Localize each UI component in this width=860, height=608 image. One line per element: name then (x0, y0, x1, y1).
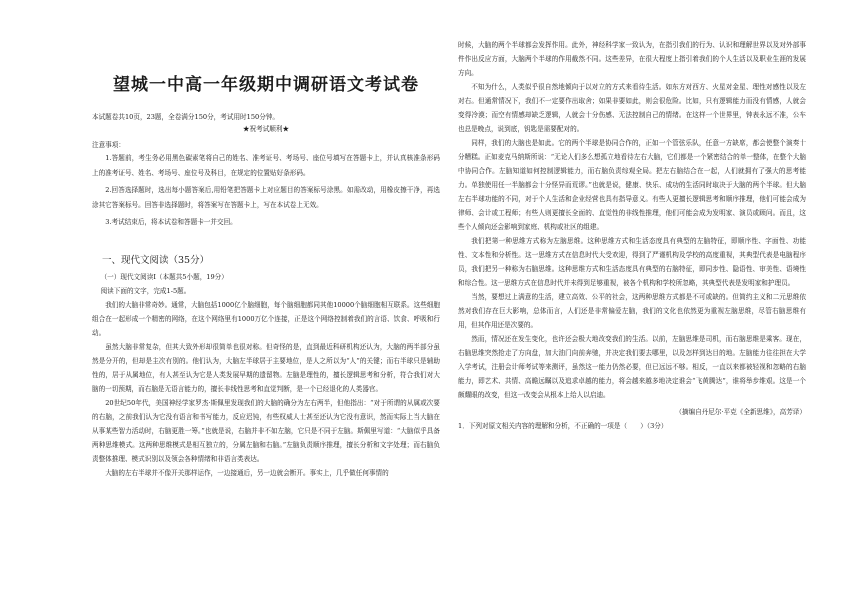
reading-instruction: 阅读下面的文字，完成1-5题。 (100, 286, 191, 295)
right-column (458, 0, 806, 608)
section-heading: 一、现代文阅读（35分） (102, 254, 210, 266)
article-paragraph: 不知为什么，人类似乎很自然地倾向于以对立的方式来看待生活。如东方对西方、火星对金星、理性对感性以及左对右。但通常情况下，我们不一定要作出取舍；如果非要如此，则会很危险。比如，只有逻辑能力而没有情感，人就会变得冷漠；而空有情感却缺乏逻辑，人就会十分伤感、无法控制自己的情绪。在这样一个世界里，钟表永远不准，公车也总是晚点，说到底，钥匙是需要配对的。 (458, 83, 806, 133)
note-item: 2.回答选择题时，选出每小题答案后,用铅笔把答题卡上对应题目的答案标号涂黑。如需改动，用橡皮擦干净，再选涂其它答案标号。回答非选择题时，将答案写在答题卡上，写在本试卷上无效。 (92, 186, 440, 209)
article-paragraph: 大脑的左右半球并不像开关那样运作，一边接通后，另一边就会断开。事实上，几乎做任何事情的 (105, 468, 389, 477)
note-item: 3.考试结束后，将本试卷和答题卡一并交回。 (105, 218, 237, 226)
left-column (92, 0, 440, 608)
sub-section-heading: （一）现代文阅读Ⅰ（本题共5小题，19分） (100, 272, 228, 281)
article-paragraph: 然而，情况还在发生变化，也许还会极大地改变我们的生活。以前，左脑思维是司机，而右脑思维是乘客。现在，右脑思维突然抢走了方向盘，加大油门向前奔驰，并决定我们要去哪里，以及怎样到达目的地。左脑能力往往担在大学入学考试，注册会计师考试等来测评，虽然这一能力仍然必要，但已远远不够。相反，一直以来都被轻视和忽略的右脑能力，即艺术、共情、高瞻远瞩以及追求卓越的能力，将会越来越多地决定谁会“飞黄腾达”，谁将举步维艰。这是一个颇耀眼的改变，但这一改变会从根本上给人以启迪。 (458, 335, 806, 399)
article-attribution: （摘编自丹尼尔·平克《全新思维》，高芳译） (675, 408, 806, 416)
note-item: 1.答题前，考生务必用黑色碳素笔将自己的姓名、准考证号、考场号、座位号填写在答题卡上，并认真核准条形码上的准考证号、姓名、考场号、座位号及科目，在规定的位置贴好条形码。 (92, 154, 440, 177)
good-luck-banner: ★祝考试顺利★ (242, 125, 290, 133)
page-title: 望城一中高一年级期中调研语文考试卷 (113, 75, 419, 95)
notes-list (92, 151, 440, 230)
article-paragraph: 我们的大脑非常奇妙。通常，大脑包括1000亿个脑细胞，每个脑细胞都同其他10000个脑细胞相互联系。这些细胞组合在一起形成一个精密的网络，在这个网络里有1000万亿个连接，正是这个网络控制着我们的言语、饮食、呼吸和行动。 (92, 300, 440, 337)
article-paragraph: 同样，我们的大脑也是如此。它的两个半球是协同合作的，正如一个管弦乐队，任意一方缺席，都会使整个演奏十分糟糕。正如麦克马纳斯所说：“无论人们多么想孤立地看待左右大脑，它们都是一个紧密结合的单一整体，在整个大脑中协同合作。左脑知道如何控制逻辑能力，而右脑负责综观全局。把左右脑结合在一起，人们就拥有了强大的思考能力。单独使用任一半脑都会十分怪异而荒谬。”也就是说，健康、快乐、成功的生活同时取决于大脑的两个半球。但大脑左右半球功能的不同，对于个人生活和企业经营也具有指导意义。有些人更擅长逻辑思考和顺序推理，他们可能会成为律师、会计或工程师；有些人则更擅长全面的、直觉性的非线性推理，他们可能会成为发明家、演员或顾问。而且，这些个人倾向还会影响到家庭、机构或社区的组建。 (458, 139, 806, 231)
notes-label: 注意事项： (92, 141, 125, 149)
article-paragraph: 20世纪50年代，美国神经学家罗杰·斯佩里发现我们的大脑的确分为左右两半，但他指出：“对于所谓的从属或次要的右脑，之前我们认为它没有语言和书写能力，反应迟钝，有些权威人士甚至还认为它没有意识，然而实际上当大脑在从事某些智力活动时，右脑更胜一筹。”也就是说，右脑并非不如左脑，它只是不同于左脑。斯佩里写道：“大脑似乎具备两种思维模式。这两种思维模式是相互独立的，分属左脑和右脑。”左脑负责顺序推理，擅长分析和文字处理；而右脑负责整体推理、模式识别以及领会各种情绪和非语言类表达。 (92, 398, 440, 463)
article-paragraph: 我们把第一种思维方式称为左脑思维。这种思维方式和生活态度具有典型的左脑特征，即顺序性、字面性、功能性、文本性和分析性。这一思维方式在信息时代大受欢迎，得到了严谨机构及学校的高度重视，其典型代表是电脑程序员，我们把另一种称为右脑思维。这种思维方式和生活态度具有典型的右脑特征，即同步性、隐语性、审美性、语境性和综合性。这一思维方式在信息时代并未得到足够重视，被各个机构和学校所忽略，其典型代表是发明家和护理员。 (458, 237, 806, 287)
article-paragraph: 当然，要想过上满意的生活，建立高效、公平的社会，这两种思维方式都是不可或缺的。但简约主义和二元思维依然对我们存在巨大影响，总体而言，人们还是非常偏爱左脑，我们的文化也依然更为重视左脑思维，尽管右脑思维有用，但其作用还是次要的。 (458, 293, 806, 329)
article-paragraph: 虽然大脑非常复杂，但其大致外形却很简单也很对称。但奇怪的是，直到最近科研机构还认为，大脑的两半部分虽然是分开的，但却是主次有别的。他们认为，大脑左半球居于主要地位，是人之所以为“人”的关键；而右半球只是辅助性的，居于从属地位，有人甚至认为它是人类发展早期的遗留物。左脑是理性的，擅长逻辑思考和分析，符合我们对大脑的一切预期，而右脑是无语言能力的，擅长非线性思考和直觉判断，是一个已经退化的人类器官。 (92, 342, 440, 393)
question-1: 1．下列对原文相关内容的理解和分析，不正确的一项是（ ）（3分） (458, 422, 668, 430)
exam-meta: 本试题卷共10页，23题，全卷满分150分，考试用时150分钟。 (92, 113, 280, 121)
article-paragraph-continued: 时候，大脑的两个半球都会发挥作用。此外，神经科学家一致认为，在指引我们的行为、认识和理解世界以及对外部事件作出反应方面，大脑两个半球的作用截然不同。这些差异，在很大程度上指引着我们的个人生活以及职业生涯的发展方向。 (458, 41, 806, 77)
